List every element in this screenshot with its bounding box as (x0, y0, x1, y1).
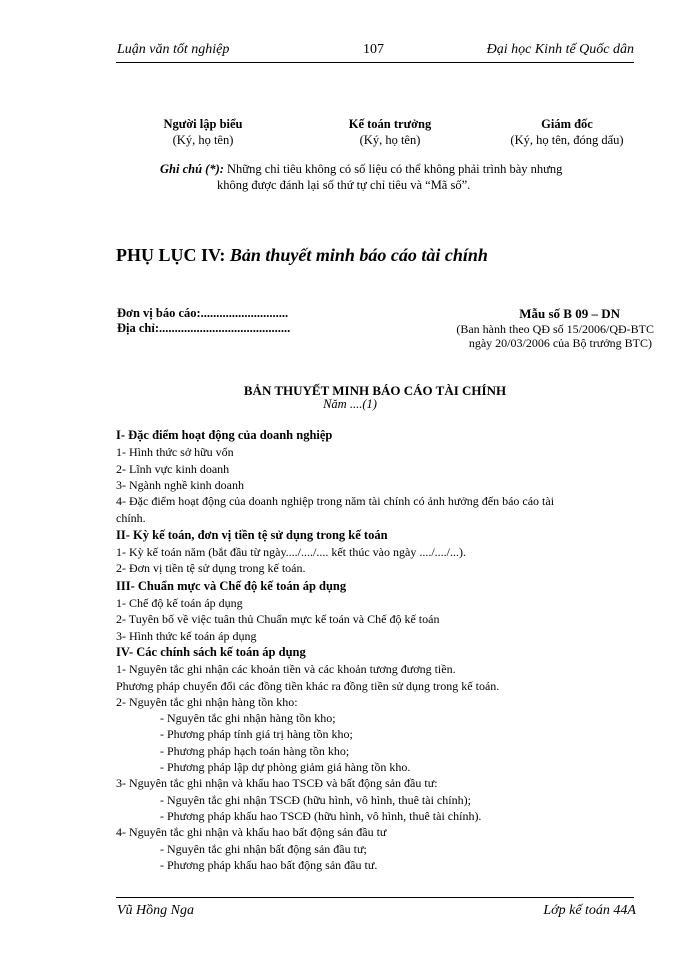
list-item: 2- Lĩnh vực kinh doanh (116, 461, 230, 476)
issued-line-2: ngày 20/03/2006 của Bộ trưởng BTC) (468, 336, 652, 350)
page-number: 107 (363, 42, 384, 57)
form-number: Mẫu số B 09 – DN (519, 306, 620, 321)
sub-item: - Phương pháp lập dự phòng giảm giá hàng tồn kho. (160, 760, 411, 774)
signature-preparer (148, 116, 258, 148)
report-unit: Đơn vị báo cáo:............................ (117, 306, 289, 320)
appendix-heading (116, 245, 488, 266)
section-heading: I- Đặc điểm hoạt động của doanh nghiệp (116, 428, 333, 442)
list-item: 1- Hình thức sở hữu vốn (116, 445, 234, 460)
signature-title: Giám đốc (541, 117, 593, 131)
report-title: BẢN THUYẾT MINH BÁO CÁO TÀI CHÍNH (243, 383, 507, 398)
sub-item: - Nguyên tắc ghi nhận bất động sản đầu tư; (160, 841, 367, 856)
sub-item: - Phương pháp hạch toán hàng tồn kho; (160, 743, 350, 758)
note-text-1: Những chỉ tiêu không có số liệu có thể không phải trình bày nhưng (223, 162, 563, 176)
list-item: Phương pháp chuyển đổi các đồng tiền khác ra đồng tiền sử dụng trong kế toán. (116, 678, 500, 693)
footer-right: Lớp kế toán 44A (543, 903, 636, 918)
section-heading: II- Kỳ kế toán, đơn vị tiền tệ sử dụng trong kế toán (116, 527, 388, 542)
signature-note: (Ký, họ tên) (172, 133, 234, 147)
header-rule (116, 62, 634, 63)
note-label: Ghi chú (*): (160, 162, 224, 176)
list-item: 4- Nguyên tắc ghi nhận và khấu hao bất động sản đầu tư (116, 825, 387, 840)
footer-rule (116, 897, 634, 898)
signature-chief-accountant (330, 116, 450, 148)
list-item: 1- Chế độ kế toán áp dụng (116, 596, 243, 610)
signature-title: Người lập biểu (163, 117, 243, 131)
list-item: 2- Tuyên bố về việc tuân thủ Chuẩn mực kế toán và Chế độ kế toán (116, 612, 440, 627)
sub-item: - Nguyên tắc ghi nhận TSCĐ (hữu hình, vô hình, thuê tài chính); (160, 792, 471, 807)
sub-item: - Nguyên tắc ghi nhận hàng tồn kho; (160, 711, 336, 726)
section-heading: IV- Các chính sách kế toán áp dụng (116, 644, 306, 659)
header-left: Luận văn tốt nghiệp (117, 42, 230, 57)
sub-item: - Phương pháp khấu hao TSCĐ (hữu hình, vô hình, thuê tài chính). (160, 808, 482, 823)
list-item: 2- Đơn vị tiền tệ sử dụng trong kế toán. (116, 561, 306, 576)
list-item: 3- Nguyên tắc ghi nhận và khấu hao TSCĐ và bất động sản đầu tư: (116, 776, 438, 791)
signature-note: (Ký, họ tên) (359, 133, 421, 147)
sub-item: - Phương pháp tính giá trị hàng tồn kho; (160, 727, 353, 742)
sub-item: - Phương pháp khấu hao bất động sản đầu tư. (160, 857, 378, 872)
list-item: 1- Nguyên tắc ghi nhận các khoản tiền và các khoản tương đương tiền. (116, 662, 456, 677)
report-address: Địa chỉ:.......................................... (117, 321, 291, 335)
note-line-1 (160, 161, 562, 177)
report-year: Năm ....(1) (323, 397, 377, 411)
list-item: 2- Nguyên tắc ghi nhận hàng tồn kho: (116, 694, 298, 709)
footer-left: Vũ Hồng Nga (117, 903, 194, 918)
note-line-2: không được đánh lại số thứ tự chỉ tiêu và “Mã số”. (217, 178, 471, 192)
signature-note: (Ký, họ tên, đóng dấu) (510, 133, 624, 147)
list-item: 1- Kỳ kế toán năm (bắt đầu từ ngày..../..../.... kết thúc vào ngày ..../..../...). (116, 545, 466, 560)
list-item: 3- Ngành nghề kinh doanh (116, 477, 244, 492)
appendix-prefix: PHỤ LỤC IV: (116, 245, 230, 265)
list-item: 4- Đặc điểm hoạt động của doanh nghiệp trong năm tài chính có ảnh hưởng đến báo cáo tài (116, 494, 555, 509)
appendix-title: Bản thuyết minh báo cáo tài chính (229, 245, 488, 265)
list-item: 3- Hình thức kế toán áp dụng (116, 628, 257, 643)
signature-title: Kế toán trưởng (348, 117, 432, 131)
section-heading: III- Chuẩn mực và Chế độ kế toán áp dụng (116, 578, 347, 593)
header-right: Đại học Kinh tế Quốc dân (486, 42, 634, 57)
issued-line-1: (Ban hành theo QĐ số 15/2006/QĐ-BTC (456, 322, 654, 336)
signature-director (492, 116, 642, 148)
list-item: chính. (116, 510, 146, 525)
